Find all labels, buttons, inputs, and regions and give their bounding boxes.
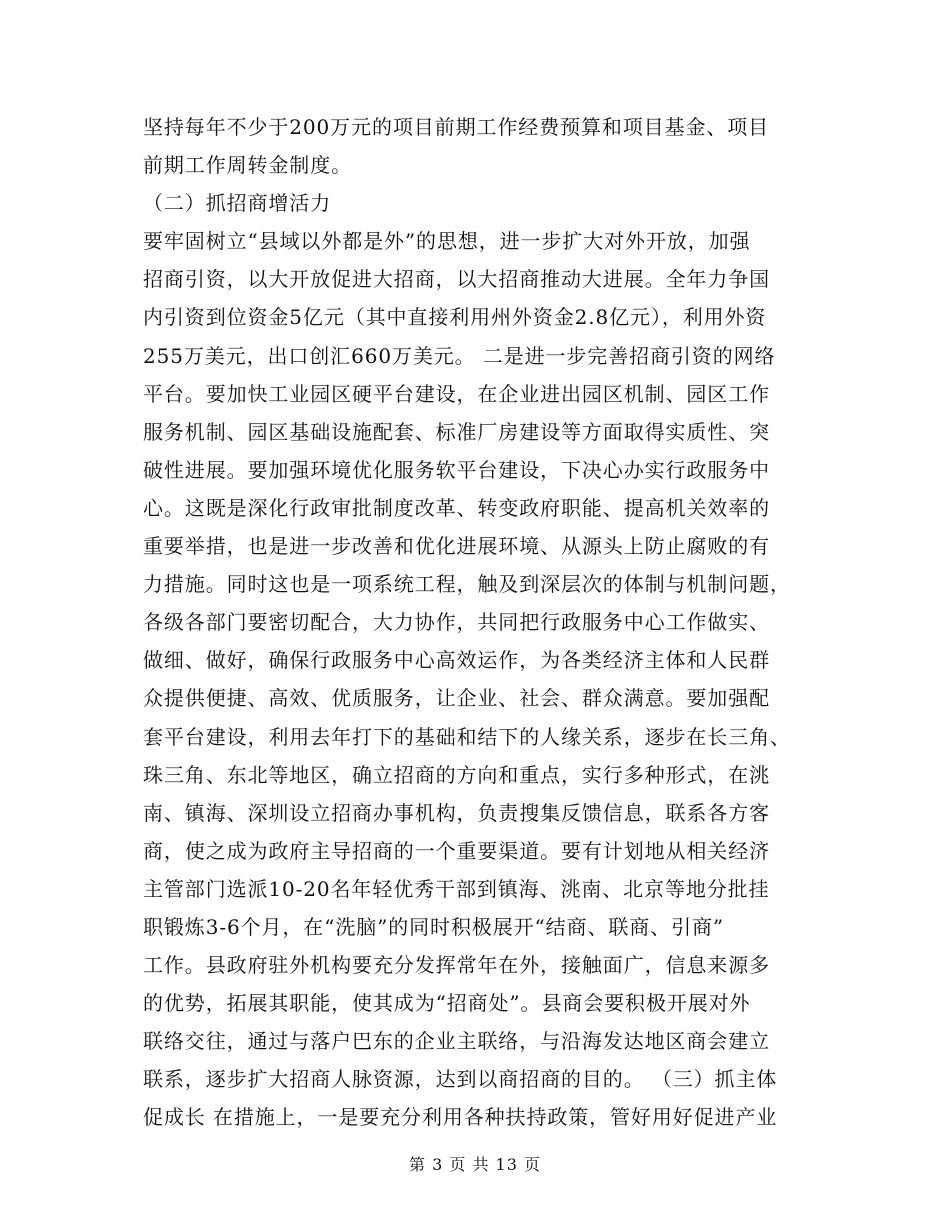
text-line: 做细、做好，确保行政服务中心高效运作，为各类经济主体和人民群 [143, 648, 770, 673]
text-line: （二）抓招商增活力 [143, 191, 332, 216]
text-line: 主管部门选派10-20名年轻优秀干部到镇海、洮南、北京等地分批挂 [143, 876, 770, 901]
text-line: 联络交往，通过与落户巴东的企业主联络，与沿海发达地区商会建立 [143, 1029, 770, 1054]
text-line: 服务机制、园区基础设施配套、标准厂房建设等方面取得实质性、突 [143, 419, 770, 444]
body-text [143, 108, 823, 1137]
text-line: 心。这既是深化行政审批制度改革、转变政府职能、提高机关效率的 [143, 495, 770, 520]
text-line: 力措施。同时这也是一项系统工程，触及到深层次的体制与机制问题， [143, 572, 791, 597]
text-line: 职锻炼3-6个月，在“洗脑”的同时积极展开“结商、联商、引商” [143, 914, 725, 939]
text-line: 众提供便捷、高效、优质服务，让企业、社会、群众满意。要加强配 [143, 686, 770, 711]
text-line: 各级各部门要密切配合，大力协作，共同把行政服务中心工作做实、 [143, 610, 770, 635]
text-line: 前期工作周转金制度。 [143, 153, 352, 178]
text-line: 联系，逐步扩大招商人脉资源，达到以商招商的目的。 （三）抓主体 [143, 1067, 778, 1092]
text-line: 促成长 在措施上，一是要充分利用各种扶持政策，管好用好促进产业 [143, 1105, 778, 1130]
text-line: 商，使之成为政府主导招商的一个重要渠道。要有计划地从相关经济 [143, 838, 770, 863]
text-line: 招商引资，以大开放促进大招商，以大招商推动大进展。全年力争国 [143, 267, 770, 292]
text-line: 坚持每年不少于200万元的项目前期工作经费预算和项目基金、项目 [143, 115, 770, 139]
text-line: 内引资到位资金5亿元（其中直接利用州外资金2.8亿元），利用外资 [143, 305, 767, 330]
text-line: 工作。县政府驻外机构要充分发挥常年在外，接触面广，信息来源多 [143, 953, 770, 978]
text-line: 平台。要加快工业园区硬平台建设，在企业进出园区机制、园区工作 [143, 381, 770, 406]
text-line: 的优势，拓展其职能，使其成为“招商处”。县商会要积极开展对外 [143, 991, 751, 1016]
text-line: 要牢固树立“县域以外都是外”的思想，进一步扩大对外开放，加强 [143, 229, 751, 254]
text-line: 珠三角、东北等地区，确立招商的方向和重点，实行多种形式，在洮 [143, 762, 770, 787]
text-line: 套平台建设，利用去年打下的基础和结下的人缘关系，逐步在长三角、 [143, 724, 791, 749]
page-footer: 第 3 页 共 13 页 [409, 1155, 541, 1174]
text-line: 南、镇海、深圳设立招商办事机构，负责搜集反馈信息，联系各方客 [143, 800, 770, 825]
text-line: 破性进展。要加强环境优化服务软平台建设，下决心办实行政服务中 [143, 457, 770, 482]
text-line: 255万美元，出口创汇660万美元。 二是进一步完善招商引资的网络 [143, 343, 776, 368]
text-line: 重要举措，也是进一步改善和优化进展环境、从源头上防止腐败的有 [143, 534, 770, 559]
